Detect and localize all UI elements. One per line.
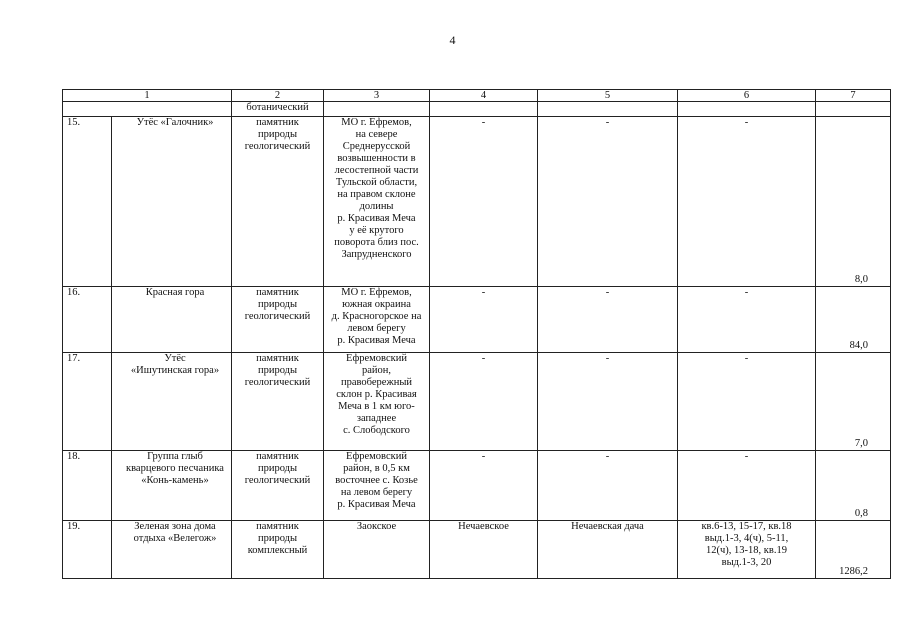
object-category-line: памятник xyxy=(256,521,299,532)
object-name-line: «Конь-камень» xyxy=(141,475,209,486)
object-name xyxy=(112,521,232,579)
row-number: 16. xyxy=(63,287,112,353)
row-number: 19. xyxy=(63,521,112,579)
object-category-line: геологический xyxy=(244,475,311,486)
object-location-line: на севере xyxy=(355,129,398,140)
column-header: 4 xyxy=(430,90,538,102)
table-row xyxy=(63,521,891,579)
column-header: 7 xyxy=(816,90,891,102)
object-category-line: природы xyxy=(257,463,298,474)
object-category-line: природы xyxy=(257,129,298,140)
area-value: 84,0 xyxy=(816,287,891,353)
object-location xyxy=(324,117,430,287)
object-name-line: «Ишутинская гора» xyxy=(130,365,220,376)
object-location xyxy=(324,353,430,451)
object-location-line: долины xyxy=(359,201,394,212)
object-location-line: МО г. Ефремов, xyxy=(341,287,412,298)
object-category-line: памятник xyxy=(256,451,299,462)
column-header: 6 xyxy=(678,90,816,102)
object-location-line: МО г. Ефремов, xyxy=(341,117,412,128)
object-category-line: геологический xyxy=(244,311,311,322)
column-6-value-line: выд.1-3, 4(ч), 5-11, xyxy=(704,533,789,544)
object-location-line: Ефремовский xyxy=(346,353,407,364)
object-name-line: Зеленая зона дома xyxy=(134,521,216,532)
page-number: 4 xyxy=(449,33,456,47)
object-name-line: отдыха «Велегож» xyxy=(133,533,217,544)
column-header: 5 xyxy=(538,90,678,102)
object-name-line: Группа глыб xyxy=(147,451,203,462)
object-location-line: Ефремовский xyxy=(346,451,407,462)
object-category-line: геологический xyxy=(244,377,311,388)
object-name xyxy=(112,451,232,521)
area-value: 8,0 xyxy=(816,117,891,287)
object-location-line: р. Красивая Меча xyxy=(337,499,416,510)
column-4-value: Нечаевское xyxy=(430,521,538,579)
column-6-value-line: кв.6-13, 15-17, кв.18 xyxy=(701,521,792,532)
object-category-line: геологический xyxy=(244,141,311,152)
row-number: 15. xyxy=(63,117,112,287)
continuation-cell xyxy=(430,102,538,117)
column-6-value-line: 12(ч), 13-18, кв.19 xyxy=(706,545,787,556)
column-6-value-line: выд.1-3, 20 xyxy=(721,557,772,568)
column-5-value: - xyxy=(538,117,678,287)
object-location-line: поворота близ пос. xyxy=(334,237,419,248)
continuation-cell xyxy=(324,102,430,117)
object-location-line: Заокское xyxy=(356,521,397,532)
column-5-value: Нечаевская дача xyxy=(538,521,678,579)
object-location-line: с. Слободского xyxy=(343,425,410,436)
column-header: 1 xyxy=(63,90,232,102)
object-name xyxy=(112,117,232,287)
column-6-value xyxy=(678,287,816,353)
object-location-line: левом берегу xyxy=(347,323,406,334)
object-category-line: памятник xyxy=(256,117,299,128)
object-name xyxy=(112,287,232,353)
column-6-value-line: - xyxy=(744,451,749,462)
column-4-value: - xyxy=(430,287,538,353)
column-header: 3 xyxy=(324,90,430,102)
area-value: 7,0 xyxy=(816,353,891,451)
object-category-line: природы xyxy=(257,299,298,310)
object-location-line: возвышенности в xyxy=(337,153,416,164)
object-category xyxy=(232,117,324,287)
object-location-line: р. Красивая Меча xyxy=(337,335,416,346)
object-location-line: на левом берегу xyxy=(340,487,413,498)
column-6-value xyxy=(678,521,816,579)
object-location-line: район, xyxy=(361,365,392,376)
object-name-line: Утёс «Галочник» xyxy=(136,117,214,128)
object-category-line: памятник xyxy=(256,287,299,298)
table-row xyxy=(63,451,891,521)
object-location-line: лесостепной части xyxy=(334,165,419,176)
column-4-value: - xyxy=(430,117,538,287)
protected-areas-table xyxy=(62,89,891,579)
object-location-line: Меча в 1 км юго- xyxy=(338,401,415,412)
column-4-value: - xyxy=(430,353,538,451)
column-6-value-line: - xyxy=(744,117,749,128)
column-6-value-line: - xyxy=(744,287,749,298)
object-location-line: Тульской области, xyxy=(335,177,418,188)
area-value: 1286,2 xyxy=(816,521,891,579)
column-5-value: - xyxy=(538,451,678,521)
object-location-line: склон р. Красивая xyxy=(336,389,417,400)
column-6-value-line: - xyxy=(744,353,749,364)
object-location-line: Запрудненского xyxy=(341,249,412,260)
object-category xyxy=(232,287,324,353)
continuation-category: ботанический xyxy=(232,102,324,117)
object-category xyxy=(232,353,324,451)
object-location-line: южная окраина xyxy=(342,299,411,310)
object-name xyxy=(112,353,232,451)
object-category-line: природы xyxy=(257,365,298,376)
object-location xyxy=(324,287,430,353)
object-location-line: на правом склоне xyxy=(337,189,416,200)
object-category xyxy=(232,521,324,579)
column-6-value xyxy=(678,451,816,521)
object-location xyxy=(324,451,430,521)
object-location-line: западнее xyxy=(356,413,397,424)
object-location-line: д. Красногорское на xyxy=(331,311,422,322)
row-number: 18. xyxy=(63,451,112,521)
row-number: 17. xyxy=(63,353,112,451)
continuation-cell xyxy=(678,102,816,117)
object-location-line: р. Красивая Меча xyxy=(337,213,416,224)
object-category xyxy=(232,451,324,521)
object-category-line: памятник xyxy=(256,353,299,364)
object-name-line: Красная гора xyxy=(145,287,205,298)
column-header: 2 xyxy=(232,90,324,102)
object-location-line: Среднерусской xyxy=(342,141,411,152)
column-6-value xyxy=(678,117,816,287)
object-category-line: комплексный xyxy=(247,545,308,556)
object-name-line: кварцевого песчаника xyxy=(126,463,224,474)
table-row xyxy=(63,353,891,451)
continuation-cell xyxy=(816,102,891,117)
object-category-line: природы xyxy=(257,533,298,544)
column-number-header-row xyxy=(63,90,891,102)
object-location-line: восточнее с. Козье xyxy=(335,475,418,486)
object-name-line: Утёс xyxy=(164,353,186,364)
area-value: 0,8 xyxy=(816,451,891,521)
continuation-cell xyxy=(63,102,232,117)
column-6-value xyxy=(678,353,816,451)
continuation-row xyxy=(63,102,891,117)
table-row xyxy=(63,117,891,287)
object-location-line: у её крутого xyxy=(349,225,404,236)
table-row xyxy=(63,287,891,353)
object-location xyxy=(324,521,430,579)
object-location-line: район, в 0,5 км xyxy=(343,463,410,474)
object-location-line: правобережный xyxy=(341,377,412,388)
column-5-value: - xyxy=(538,287,678,353)
column-4-value: - xyxy=(430,451,538,521)
continuation-cell xyxy=(538,102,678,117)
column-5-value: - xyxy=(538,353,678,451)
